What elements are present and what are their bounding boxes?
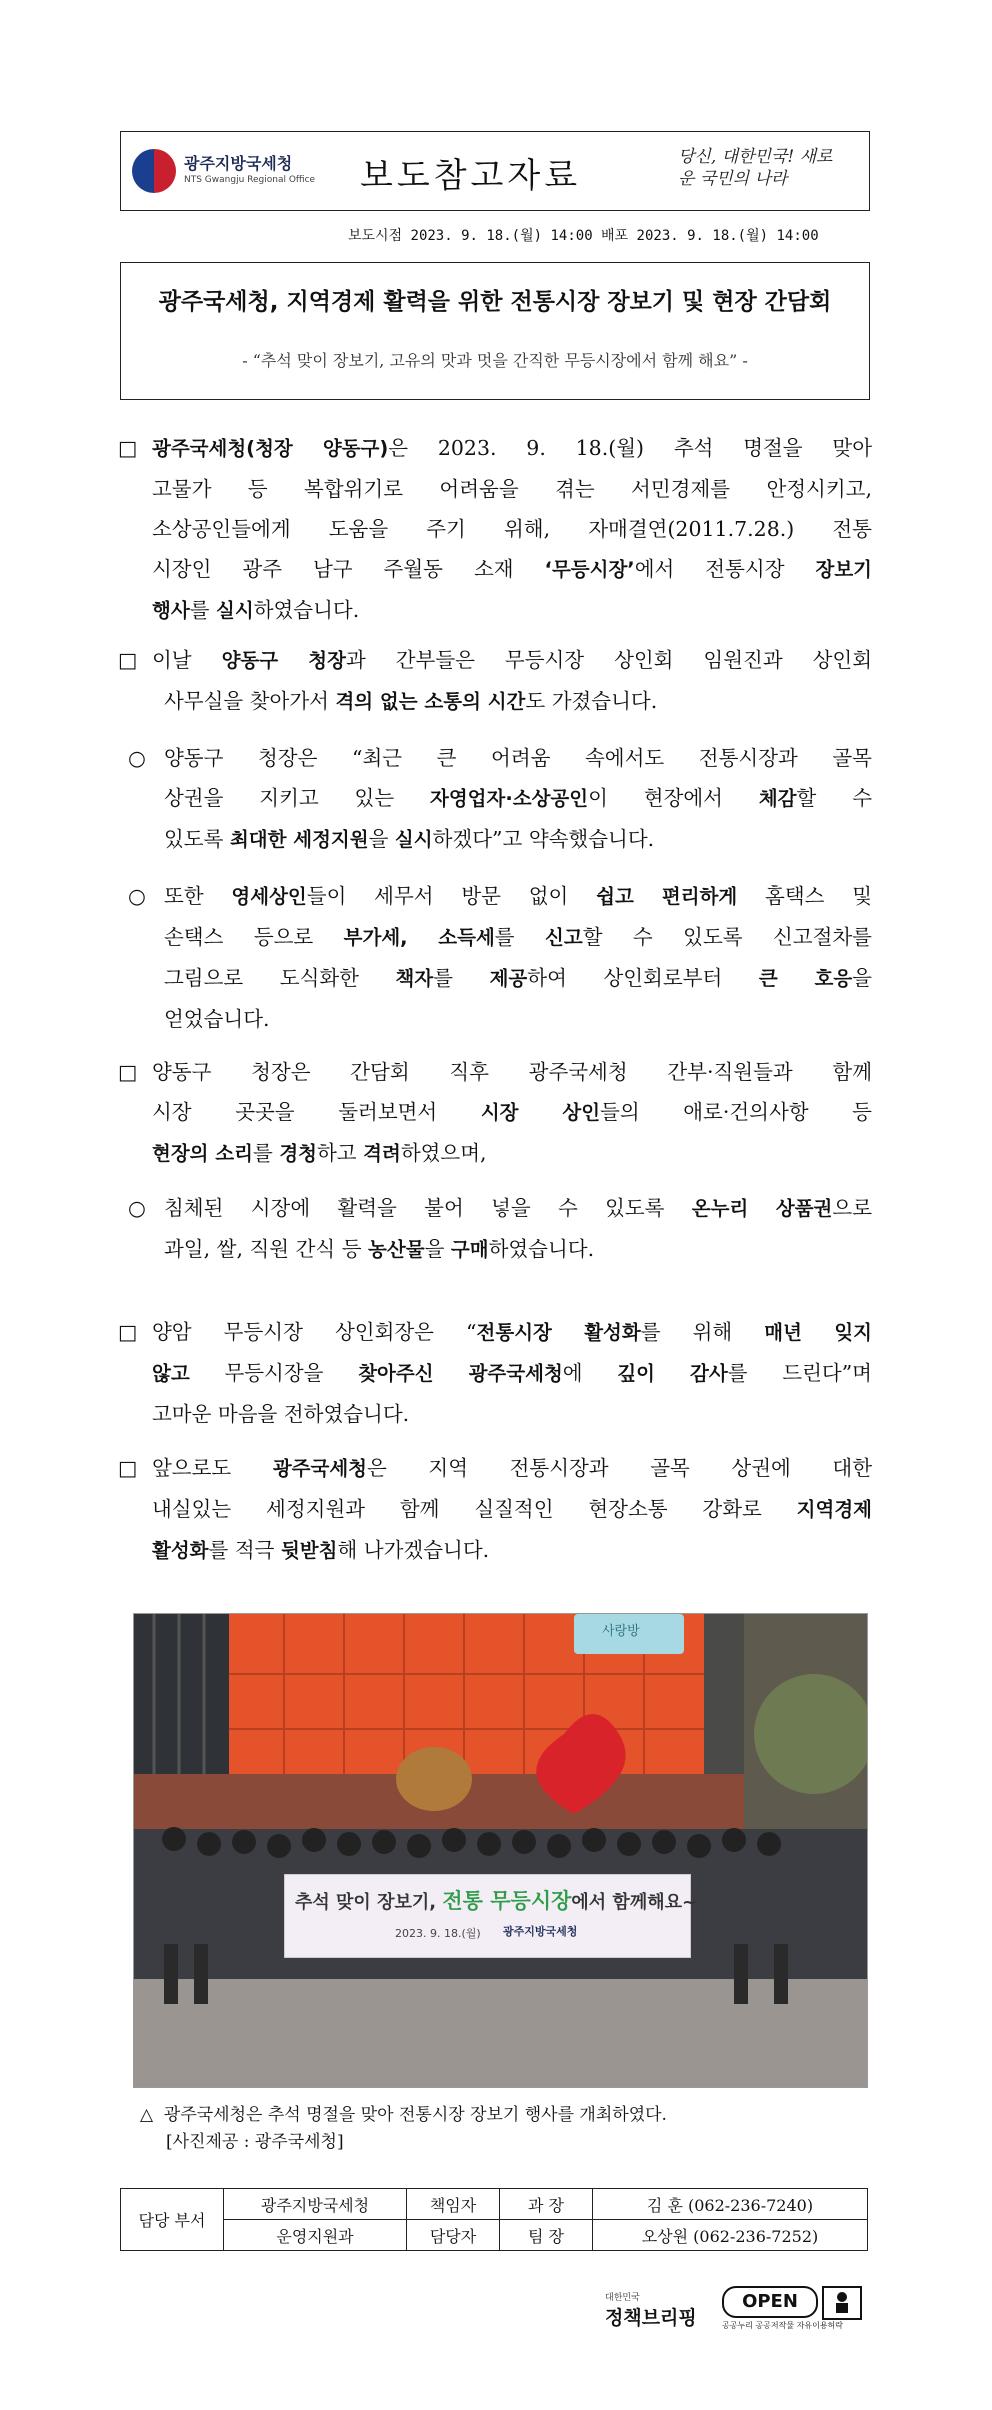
text: 앞으로도 [152, 1456, 273, 1480]
event-photo [133, 1613, 868, 2088]
table-row [121, 2189, 868, 2220]
banner-org: 광주지방국세청 [503, 1925, 578, 1938]
banner-highlight: 전통 무등시장 [442, 1889, 572, 1913]
page-title: 광주국세청, 지역경제 활력을 위한 전통시장 장보기 및 현장 간담회 [158, 289, 832, 315]
text-bold: 현장의 소리 [152, 1142, 253, 1165]
table-row [121, 2220, 868, 2251]
caption-text: 광주국세청은 추석 명절을 맞아 전통시장 장보기 행사를 개최하였다. [163, 2105, 667, 2125]
text: 시장인 광주 남구 주월동 소재 [152, 557, 545, 581]
text: 은 2023. 9. 18.(월) 추석 명절을 맞아 [388, 436, 872, 460]
text-bold: 제공 [489, 967, 528, 990]
banner-text: 에서 함께해요~ [571, 1892, 698, 1913]
text: 이 현장에서 [588, 786, 759, 810]
text: 를 적극 [208, 1538, 281, 1562]
text-bold: 농산물 [368, 1238, 425, 1261]
taegeuk-icon [132, 149, 176, 193]
text-bold: 큰 호응 [758, 967, 853, 990]
text: 은 지역 전통시장과 골목 상권에 대한 [367, 1456, 872, 1480]
open-license-badge [722, 2286, 862, 2332]
text: 시장 곳곳을 둘러보면서 [152, 1100, 481, 1124]
text: 도 가졌습니다. [525, 689, 658, 713]
open-sub-text: 공공누리 공공저작물 자유이용허락 [722, 2321, 844, 2330]
text: 손택스 등으로 [164, 925, 344, 949]
contact-table [120, 2188, 868, 2251]
text-bold: 장보기 [815, 558, 872, 581]
text: 무등시장을 [189, 1361, 359, 1385]
caption-credit: [사진제공 : 광주국세청] [166, 2132, 344, 2152]
text-bold: 광주국세청 [272, 1457, 367, 1480]
text: 를 [252, 1141, 280, 1165]
text: 침체된 시장에 활력을 불어 넣을 수 있도록 [164, 1196, 692, 1220]
text: 얻었습니다. [164, 1007, 270, 1031]
text-bold: 행사 [152, 599, 190, 622]
text: 해 나가겠습니다. [337, 1538, 490, 1562]
open-label: OPEN [722, 2286, 818, 2318]
slogan: 당신, 대한민국! 새로운 국민의 나라 [678, 147, 833, 189]
text: 과일, 쌀, 직원 간식 등 [164, 1237, 369, 1261]
text-bold: 구매 [450, 1238, 489, 1261]
text: 홈택스 및 [737, 884, 873, 908]
text-bold: 찾아주신 광주국세청 [358, 1362, 563, 1385]
text: 고물가 등 복합위기로 어려움을 겪는 서민경제를 안정시키고, [152, 477, 872, 501]
position-title: 팀 장 [500, 2220, 593, 2251]
release-info: 보도시점 2023. 9. 18.(월) 14:00 배포 2023. 9. 18.(월) 14:00 [348, 228, 819, 244]
square-bullet: □ [118, 648, 138, 672]
market-sign: 사랑방 [602, 1624, 640, 1639]
text-bold: 매년 잊지 [764, 1321, 872, 1344]
text-bold: 쉽고 편리하게 [596, 885, 738, 908]
square-bullet: □ [118, 436, 138, 460]
text: 를 [189, 598, 217, 622]
text-bold: 실시 [394, 828, 433, 851]
position-title: 과 장 [500, 2189, 593, 2220]
text: 에 [562, 1361, 618, 1385]
text-bold: ‘무등시장’ [544, 558, 635, 581]
role-label: 책임자 [407, 2189, 500, 2220]
text: 있도록 [164, 827, 230, 851]
text: 을 [424, 1237, 451, 1261]
text-bold: 온누리 상품권 [691, 1197, 833, 1220]
banner-text: 추석 맞이 장보기, [295, 1892, 443, 1913]
text-bold: 신고 [545, 926, 583, 949]
text: 고마운 마음을 전하였습니다. [152, 1402, 410, 1426]
brand-main-text: 정책브리핑 [605, 2307, 697, 2329]
text: 사무실을 찾아가서 [164, 689, 336, 713]
text: 하였으며, [400, 1141, 487, 1165]
text: 또한 [164, 884, 232, 908]
text: 으로 [832, 1196, 873, 1220]
text: 하였습니다. [253, 598, 360, 622]
text-bold: 부가세, 소득세 [343, 926, 495, 949]
text: 양동구 청장은 “최근 큰 어려움 속에서도 전통시장과 골목 [164, 746, 872, 770]
square-bullet: □ [118, 1320, 138, 1344]
text: 과 간부들은 무등시장 상인회 임원진과 상인회 [345, 648, 872, 672]
text: 내실있는 세정지원과 함께 실질적인 현장소통 강화로 [152, 1497, 797, 1521]
text: 를 [433, 966, 490, 990]
text-bold: 격려 [363, 1142, 401, 1165]
brand-small-text: 대한민국 [605, 2293, 640, 2303]
text: 를 드린다”며 [727, 1361, 872, 1385]
text: 상권을 지키고 있는 [164, 786, 430, 810]
text-bold: 경청 [279, 1142, 317, 1165]
photo-caption [140, 2102, 667, 2156]
page-subtitle: - “추석 맞이 장보기, 고유의 맛과 멋을 간직한 무등시장에서 함께 해요” - [242, 351, 748, 370]
circle-bullet: ○ [128, 746, 146, 770]
text-bold: 체감 [758, 787, 797, 810]
text: 들이 세무서 방문 없이 [306, 884, 597, 908]
square-bullet: □ [118, 1060, 138, 1084]
role-label: 담당자 [407, 2220, 500, 2251]
text: 할 수 [796, 786, 872, 810]
text-bold: 책자 [395, 967, 434, 990]
text-bold: 영세상인 [231, 885, 307, 908]
doc-type: 보도참고자료 [360, 156, 582, 196]
text: 그림으로 도식화한 [164, 966, 396, 990]
text: 들의 애로·건의사항 등 [600, 1100, 872, 1124]
text-bold: 양동구 청장 [221, 649, 346, 672]
org-name: 광주지방국세청 [184, 154, 293, 173]
text-bold: 않고 [152, 1362, 190, 1385]
text: 하겠다”고 약속했습니다. [432, 827, 655, 851]
photo-illustration [134, 1614, 867, 2087]
person-icon [824, 2288, 860, 2318]
triangle-bullet: △ [140, 2105, 154, 2125]
text-bold: 격의 없는 소통의 시간 [335, 690, 526, 713]
event-banner [284, 1874, 698, 1958]
text: 양암 무등시장 상인회장은 “ [152, 1320, 477, 1344]
square-bullet: □ [118, 1456, 138, 1480]
nts-logo [132, 145, 332, 197]
text: 이날 [152, 648, 222, 672]
contact-person: 오상원 (062-236-7252) [593, 2220, 868, 2251]
dept-name: 광주지방국세청 [224, 2189, 407, 2220]
text: 을 [368, 827, 395, 851]
text-bold: 최대한 세정지원 [229, 828, 369, 851]
text-bold: 자영업자·소상공인 [430, 787, 589, 810]
text: 하여 상인회로부터 [527, 966, 759, 990]
circle-bullet: ○ [128, 884, 146, 908]
text: 양동구 청장은 간담회 직후 광주국세청 간부·직원들과 함께 [152, 1060, 872, 1084]
text-bold: 전통시장 활성화 [476, 1321, 641, 1344]
text-bold: 실시 [216, 599, 254, 622]
text: 을 [852, 966, 872, 990]
text: 를 [494, 925, 546, 949]
text-bold: 시장 상인 [480, 1101, 601, 1124]
license-icon [822, 2286, 862, 2320]
text-bold: 지역경제 [796, 1498, 872, 1521]
org-name-en: NTS Gwangju Regional Office [184, 175, 316, 185]
circle-bullet: ○ [128, 1196, 146, 1220]
text: 하였습니다. [488, 1237, 595, 1261]
text: 소상공인들에게 도움을 주기 위해, 자매결연(2011.7.28.) 전통 [152, 517, 872, 541]
dept-name: 운영지원과 [224, 2220, 407, 2251]
text: 에서 전통시장 [634, 557, 816, 581]
text: 하고 [317, 1141, 364, 1165]
text-bold: 뒷받침 [280, 1539, 338, 1562]
text: 할 수 있도록 신고절차를 [582, 925, 872, 949]
text-bold: 광주국세청(청장 양동구) [152, 437, 389, 460]
dept-label: 담당 부서 [121, 2189, 224, 2251]
text-bold: 활성화 [152, 1539, 209, 1562]
policy-briefing-logo [605, 2290, 697, 2330]
text-bold: 깊이 감사 [617, 1362, 728, 1385]
contact-person: 김 훈 (062-236-7240) [593, 2189, 868, 2220]
text: 를 위해 [640, 1320, 765, 1344]
banner-date: 2023. 9. 18.(월) [395, 1927, 481, 1940]
